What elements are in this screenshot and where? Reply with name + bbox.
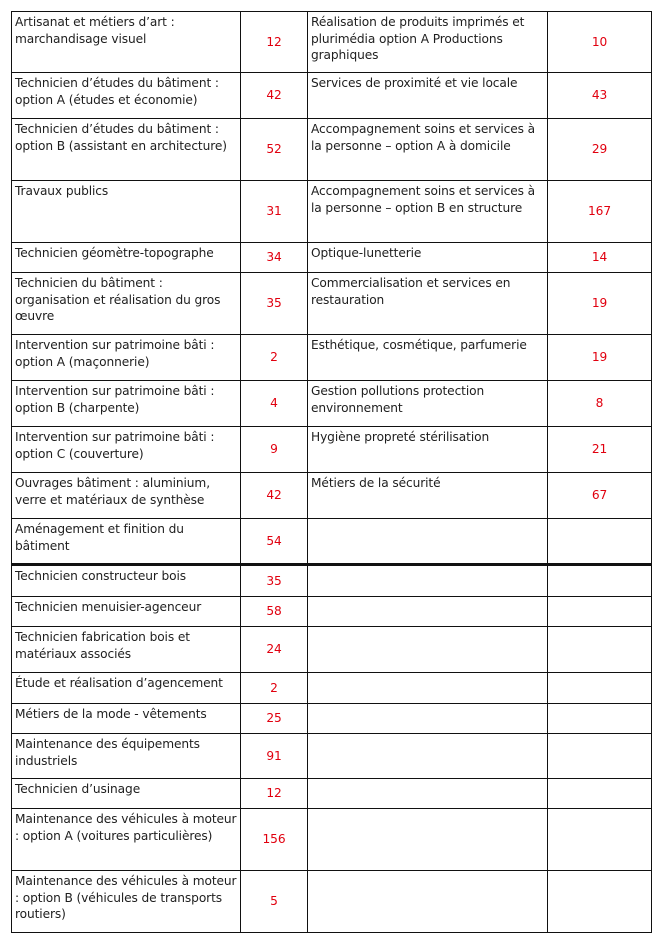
right-program-count [548,809,652,871]
left-program-count: 24 [241,627,308,673]
right-program-count [548,565,652,597]
right-program-name [308,597,548,627]
right-program-count: 19 [548,273,652,335]
left-program-name: Technicien géomètre-topographe [12,243,241,273]
right-program-name [308,809,548,871]
right-program-name: Optique-lunetterie [308,243,548,273]
right-program-name: Commercialisation et services en restauration [308,273,548,335]
left-program-count: 42 [241,473,308,519]
left-program-name: Maintenance des équipements industriels [12,734,241,779]
right-program-count [548,704,652,734]
table-row [12,273,652,335]
table-row [12,809,652,871]
left-program-name: Technicien fabrication bois et matériaux associés [12,627,241,673]
table-row [12,119,652,181]
table-row [12,381,652,427]
left-program-count: 52 [241,119,308,181]
right-program-name: Esthétique, cosmétique, parfumerie [308,335,548,381]
right-program-count: 29 [548,119,652,181]
right-program-count: 21 [548,427,652,473]
table-row [12,243,652,273]
right-program-name [308,673,548,704]
left-program-count: 25 [241,704,308,734]
table-row [12,597,652,627]
right-program-count: 8 [548,381,652,427]
left-program-name: Intervention sur patrimoine bâti : option B (charpente) [12,381,241,427]
right-program-name: Accompagnement soins et services à la personne – option A à domicile [308,119,548,181]
right-program-count [548,519,652,565]
left-program-count: 31 [241,181,308,243]
table-row [12,181,652,243]
table-row [12,627,652,673]
right-program-name [308,871,548,933]
table-row [12,335,652,381]
right-program-name [308,734,548,779]
left-program-count: 12 [241,779,308,809]
right-program-name [308,779,548,809]
right-program-count: 43 [548,73,652,119]
table-row [12,73,652,119]
right-program-name [308,519,548,565]
right-program-count [548,779,652,809]
left-program-name: Étude et réalisation d’agencement [12,673,241,704]
training-programs-table [11,11,652,933]
left-program-name: Technicien constructeur bois [12,565,241,597]
left-program-count: 54 [241,519,308,565]
left-program-name: Artisanat et métiers d’art : marchandisage visuel [12,12,241,73]
table-row [12,12,652,73]
left-program-count: 9 [241,427,308,473]
right-program-name [308,627,548,673]
right-program-name: Hygiène propreté stérilisation [308,427,548,473]
right-program-count: 67 [548,473,652,519]
right-program-name [308,704,548,734]
table-row [12,734,652,779]
left-program-count: 156 [241,809,308,871]
left-program-count: 58 [241,597,308,627]
right-program-count: 167 [548,181,652,243]
table-row [12,473,652,519]
right-program-name: Services de proximité et vie locale [308,73,548,119]
left-program-name: Technicien menuisier-agenceur [12,597,241,627]
right-program-name [308,565,548,597]
right-program-count [548,627,652,673]
left-program-count: 35 [241,565,308,597]
table-row [12,673,652,704]
left-program-name: Technicien du bâtiment : organisation et réalisation du gros œuvre [12,273,241,335]
right-program-count [548,734,652,779]
right-program-count [548,673,652,704]
left-program-name: Maintenance des véhicules à moteur : option B (véhicules de transports routiers) [12,871,241,933]
left-program-name: Technicien d’études du bâtiment : option A (études et économie) [12,73,241,119]
table-row [12,779,652,809]
right-program-count [548,871,652,933]
right-program-name: Accompagnement soins et services à la personne – option B en structure [308,181,548,243]
right-program-count: 19 [548,335,652,381]
table-row [12,871,652,933]
right-program-name: Réalisation de produits imprimés et plurimédia option A Productions graphiques [308,12,548,73]
right-program-count: 10 [548,12,652,73]
left-program-count: 91 [241,734,308,779]
left-program-count: 2 [241,673,308,704]
left-program-count: 2 [241,335,308,381]
left-program-name: Intervention sur patrimoine bâti : option C (couverture) [12,427,241,473]
right-program-count: 14 [548,243,652,273]
left-program-name: Aménagement et finition du bâtiment [12,519,241,565]
left-program-count: 12 [241,12,308,73]
left-program-count: 34 [241,243,308,273]
right-program-name: Gestion pollutions protection environnement [308,381,548,427]
left-program-count: 4 [241,381,308,427]
left-program-name: Métiers de la mode - vêtements [12,704,241,734]
left-program-name: Technicien d’usinage [12,779,241,809]
left-program-count: 5 [241,871,308,933]
left-program-name: Technicien d’études du bâtiment : option B (assistant en architecture) [12,119,241,181]
table-body [12,12,652,933]
right-program-count [548,597,652,627]
table-row [12,519,652,565]
table-row [12,565,652,597]
table-row [12,704,652,734]
left-program-name: Maintenance des véhicules à moteur : option A (voitures particulières) [12,809,241,871]
left-program-name: Intervention sur patrimoine bâti : option A (maçonnerie) [12,335,241,381]
table-row [12,427,652,473]
right-program-name: Métiers de la sécurité [308,473,548,519]
left-program-count: 35 [241,273,308,335]
left-program-name: Travaux publics [12,181,241,243]
left-program-name: Ouvrages bâtiment : aluminium, verre et matériaux de synthèse [12,473,241,519]
left-program-count: 42 [241,73,308,119]
